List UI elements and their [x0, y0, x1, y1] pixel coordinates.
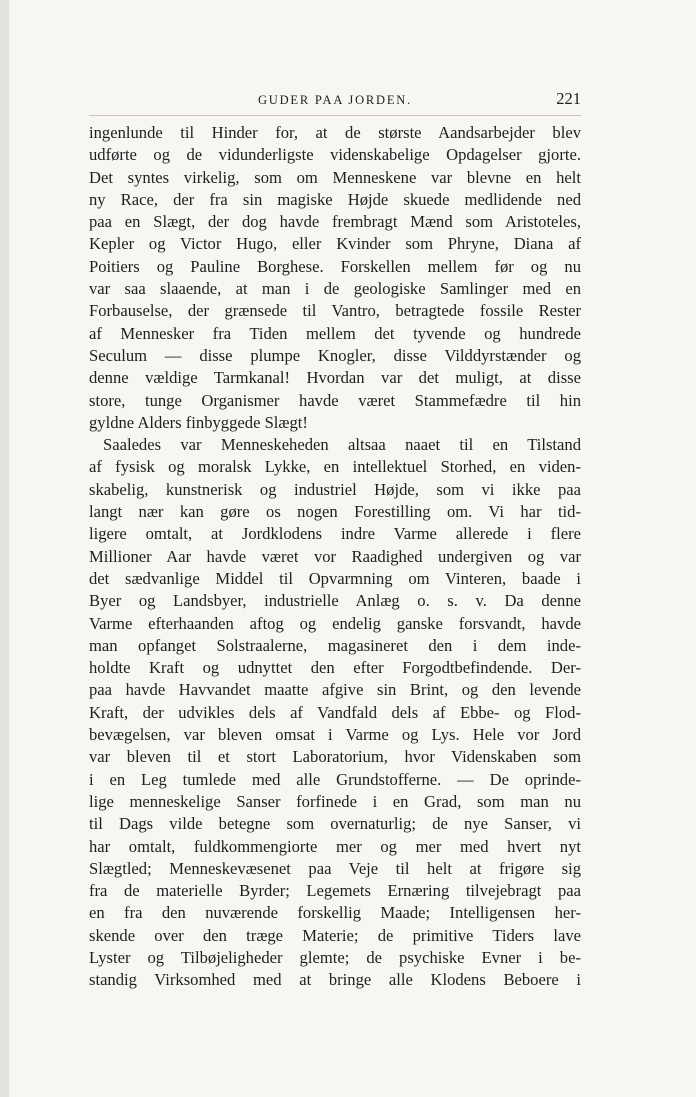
text-line: holdte Kraft og udnyttet den efter Forgodtbefindende. Der-: [89, 658, 581, 678]
text-line: Saaledes var Menneskeheden altsaa naaet til en Tilstand: [103, 435, 581, 455]
text-line: Byer og Landsbyer, industrielle Anlæg o. s. v. Da denne: [89, 591, 581, 611]
text-line: Varme efterhaanden aftog og endelig ganske forsvandt, havde: [89, 613, 581, 633]
text-line: af Mennesker fra Tiden mellem det tyvende og hundrede: [89, 323, 581, 343]
body-text: [89, 122, 581, 992]
text-line: Seculum — disse plumpe Knogler, disse Vilddyrstænder og: [89, 345, 581, 365]
text-line: har omtalt, fuldkommengiorte mer og mer med hvert nyt: [89, 836, 581, 856]
text-line: gyldne Alders finbyggede Slægt!: [89, 412, 308, 432]
text-line: store, tunge Organismer havde været Stammefædre til hin: [89, 390, 581, 410]
text-line: lige menneskelige Sanser forfinede i en Grad, som man nu: [89, 791, 581, 811]
text-line: til Dags vilde betegne som overnaturlig; de nye Sanser, vi: [89, 814, 581, 834]
text-line: Kraft, der udvikles dels af Vandfald dels af Ebbe- og Flod-: [89, 702, 581, 722]
text-line: var bleven til et stort Laboratorium, hvor Videnskaben som: [89, 747, 581, 767]
text-line: Forbauselse, der grænsede til Vantro, betragtede fossile Rester: [89, 301, 581, 321]
page-header: [89, 89, 581, 113]
text-line: Millioner Aar havde været vor Raadighed undergiven og var: [89, 546, 581, 566]
text-line: skabelig, kunstnerisk og industriel Højde, som vi ikke paa: [89, 479, 581, 499]
text-line: bevægelsen, var bleven omsat i Varme og Lys. Hele vor Jord: [89, 725, 581, 745]
text-line: af fysisk og moralsk Lykke, en intellektuel Storhed, en viden-: [89, 457, 581, 477]
text-line: det sædvanlige Middel til Opvarmning om Vinteren, baade i: [89, 568, 581, 588]
page-number: 221: [556, 89, 581, 108]
text-line: Kepler og Victor Hugo, eller Kvinder som Phryne, Diana af: [89, 234, 581, 254]
text-line: man opfanget Solstraalerne, magasineret den i dem inde-: [89, 635, 581, 655]
text-line: paa en Slægt, der dog havde frembragt Mænd som Aristoteles,: [89, 212, 581, 232]
running-title: GUDER PAA JORDEN.: [257, 93, 413, 107]
text-line: Slægtled; Menneskevæsenet paa Veje til helt at frigøre sig: [89, 858, 581, 878]
text-line: Lyster og Tilbøjeligheder glemte; de psychiske Evner i be-: [89, 947, 581, 967]
text-line: langt nær kan gøre os nogen Forestilling om. Vi har tid-: [89, 502, 581, 522]
text-line: fra de materielle Byrder; Legemets Ernæring tilvejebragt paa: [89, 881, 581, 901]
text-line: standig Virksomhed med at bringe alle Klodens Beboere i: [89, 970, 581, 990]
paragraph: [89, 122, 581, 434]
text-line: en fra den nuværende forskellig Maade; Intelligensen her-: [89, 903, 581, 923]
text-line: Poitiers og Pauline Borghese. Forskellen mellem før og nu: [89, 256, 581, 276]
text-line: ny Race, der fra sin magiske Højde skuede medlidende ned: [89, 189, 581, 209]
text-line: udførte og de vidunderligste videnskabelige Opdagelser gjorte.: [89, 145, 581, 165]
text-line: Det syntes virkelig, som om Menneskene var blevne en helt: [89, 167, 581, 187]
text-line: denne vældige Tarmkanal! Hvordan var det muligt, at disse: [89, 368, 581, 388]
paragraph: [89, 434, 581, 991]
text-line: ligere omtalt, at Jordklodens indre Varme allerede i flere: [89, 524, 581, 544]
text-line: paa havde Havvandet maatte afgive sin Brint, og den levende: [89, 680, 581, 700]
header-rule: [89, 115, 581, 116]
text-line: i en Leg tumlede med alle Grundstofferne. — De oprinde-: [89, 769, 581, 789]
text-line: var saa slaaende, at man i de geologiske Samlinger med en: [89, 279, 581, 299]
text-line: ingenlunde til Hinder for, at de største Aandsarbejder blev: [89, 123, 581, 142]
text-line: skende over den træge Materie; de primitive Tiders lave: [89, 925, 581, 945]
